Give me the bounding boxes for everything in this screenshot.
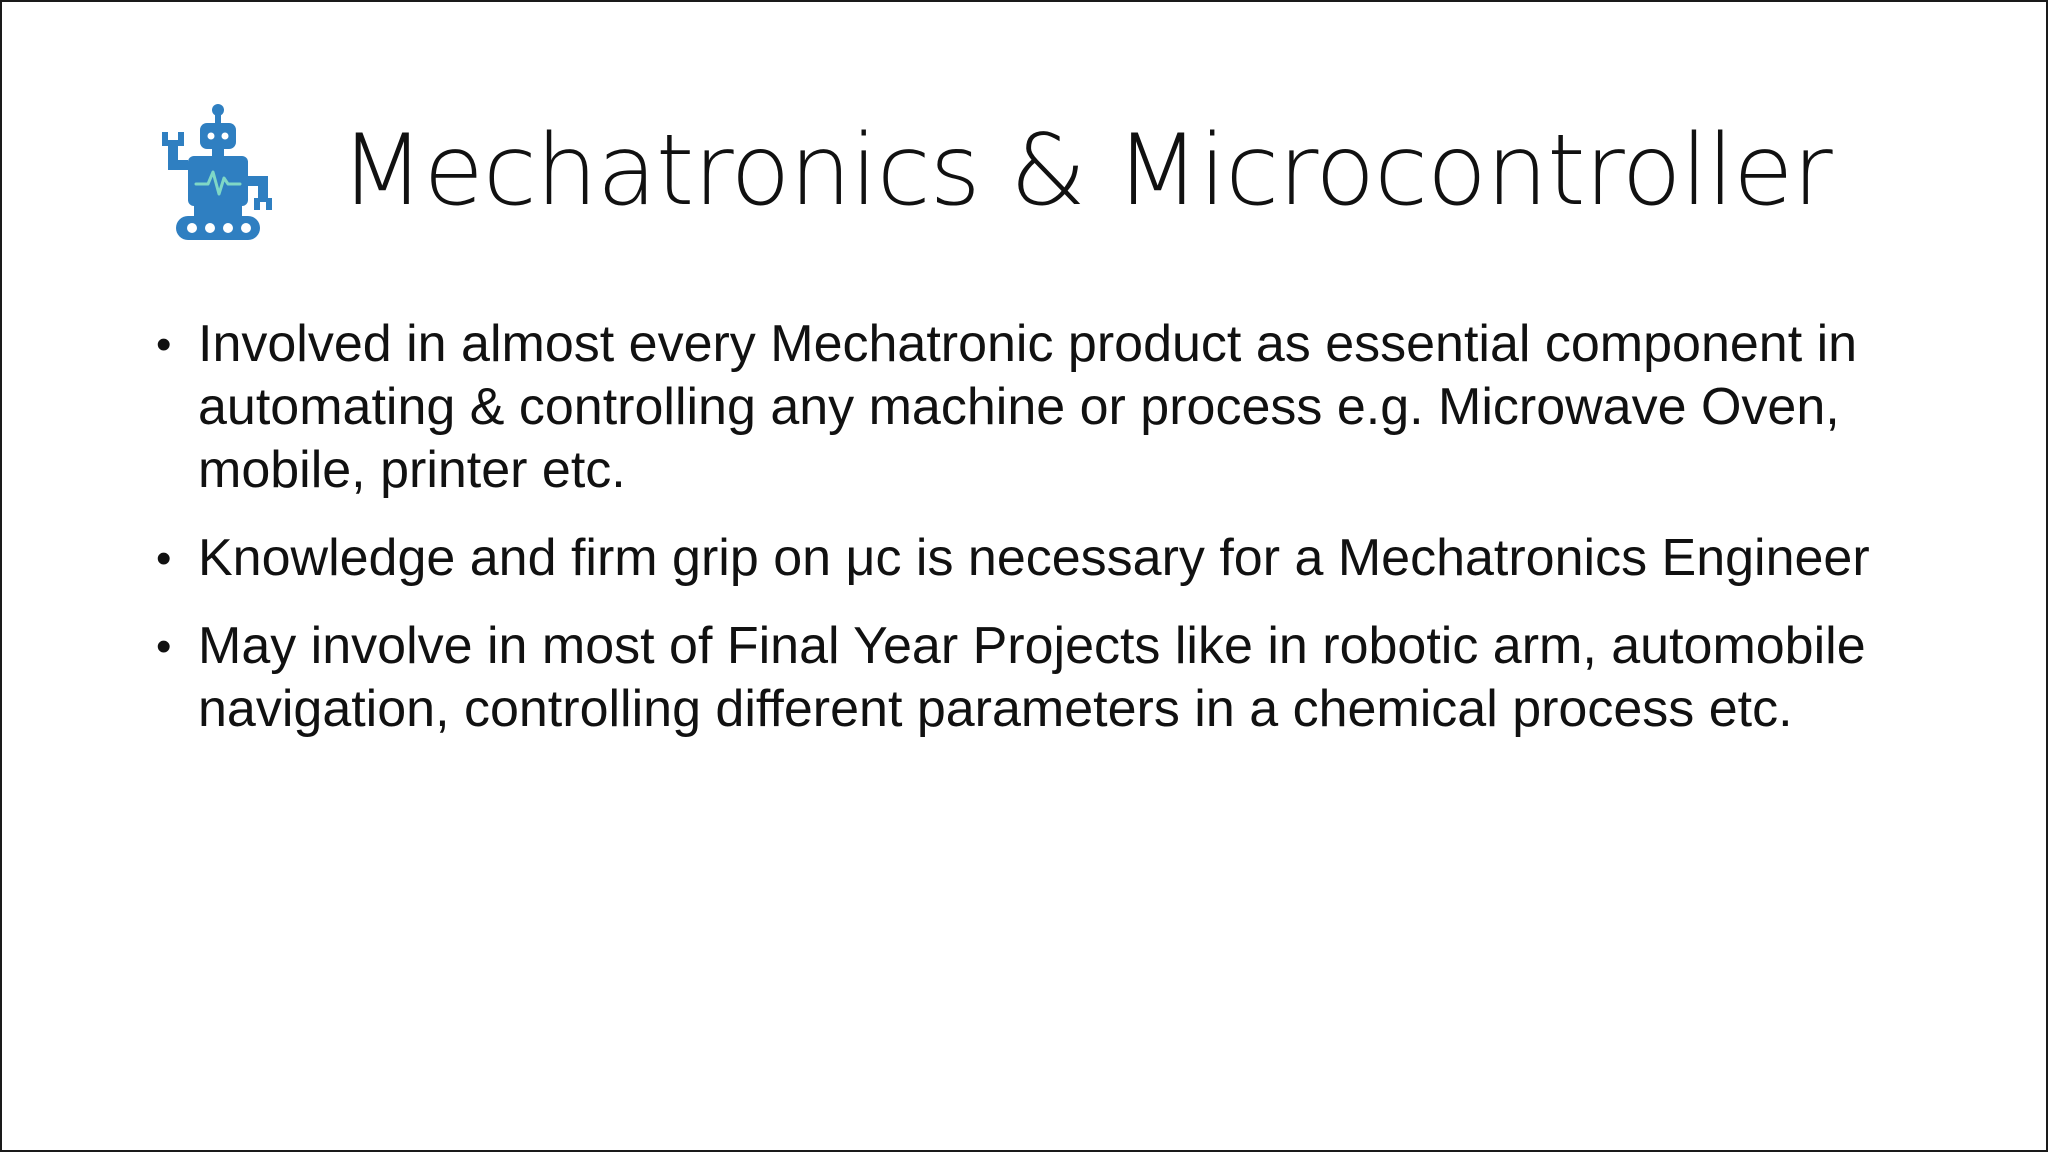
bullet-text: Involved in almost every Mechatronic product as essential component in automating & controlling any machine or process e.g. Microwave Oven, mobile, printer etc. (198, 315, 1858, 499)
bullet-item (154, 313, 1914, 502)
slide-title: Mechatronics & Microcontroller (340, 114, 1832, 228)
bullet-item (154, 615, 1914, 741)
bullet-list (154, 313, 1914, 766)
bullet-text: May involve in most of Final Year Projects like in robotic arm, automobile navigation, controlling different parameters in a chemical process etc. (198, 617, 1866, 738)
bullet-marker: • (156, 534, 172, 583)
robot-icon (160, 102, 276, 242)
bullet-marker: • (156, 622, 172, 671)
bullet-item (154, 527, 1914, 590)
bullet-marker: • (156, 320, 172, 369)
bullet-text: Knowledge and firm grip on μc is necessary for a Mechatronics Engineer (198, 529, 1870, 587)
